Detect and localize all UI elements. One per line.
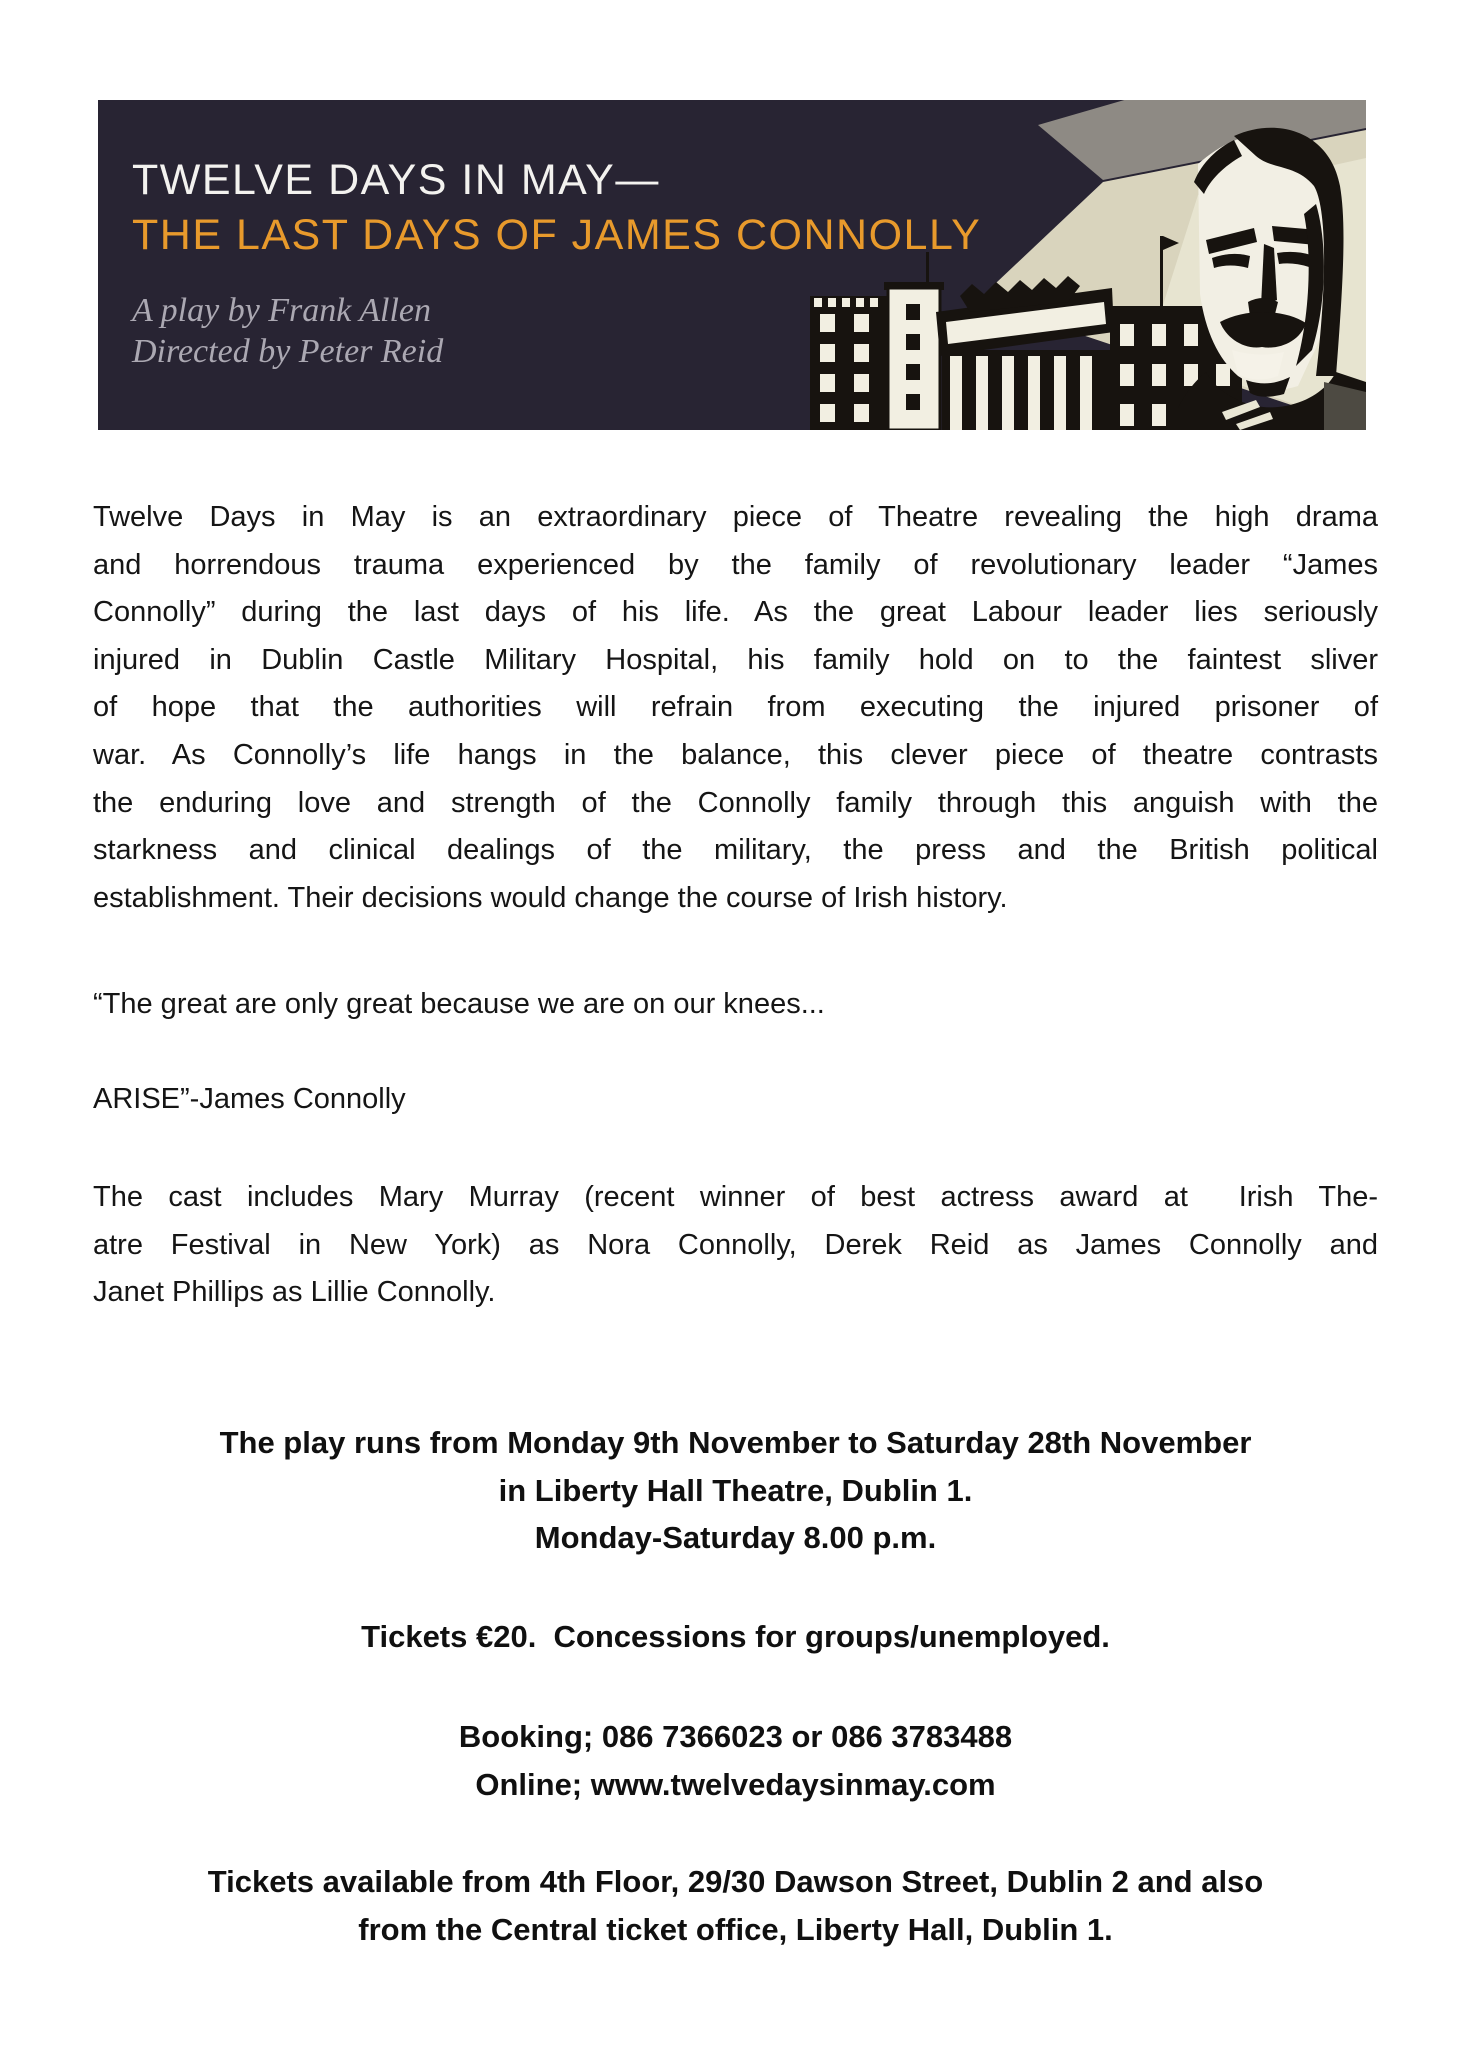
banner-title: TWELVE DAYS IN MAY— [132,156,660,204]
schedule-venue: in Liberty Hall Theatre, Dublin 1. [498,1472,973,1508]
booking-block [93,1713,1378,1808]
banner-credit-author: A play by Frank Allen [132,292,432,329]
intro-line: of hope that the authorities will refrain from executing the injured prisoner of [93,691,1378,724]
intro-line: starkness and clinical dealings of the military, the press and the British political [93,834,1378,867]
banner-credits [132,290,443,372]
banner [98,100,1366,430]
banner-credit-director: Directed by Peter Reid [132,333,444,370]
cast-line: The cast includes Mary Murray (recent winner of best actress award at Irish The- [93,1181,1378,1213]
intro-line: establishment. Their decisions would change the course of Irish history. [93,881,1008,914]
availability-line: from the Central ticket office, Liberty Hall, Dublin 1. [358,1911,1113,1947]
cast-line: atre Festival in New York) as Nora Connolly, Derek Reid as James Connolly and [93,1228,1378,1261]
connolly-quote-attribution: ARISE”-James Connolly [93,1083,406,1115]
intro-line: the enduring love and strength of the Connolly family through this anguish with the [93,786,1378,819]
cast-line: Janet Phillips as Lillie Connolly. [93,1276,496,1309]
cast-paragraph [93,1174,1378,1317]
intro-line: Connolly” during the last days of his life. As the great Labour leader lies seriously [93,596,1378,629]
availability-line: Tickets available from 4th Floor, 29/30 Dawson Street, Dublin 2 and also [207,1864,1264,1899]
intro-line: and horrendous trauma experienced by the family of revolutionary leader “James [93,548,1378,581]
ticket-availability-block [93,1858,1378,1953]
banner-subtitle: THE LAST DAYS OF JAMES CONNOLLY [132,211,982,259]
ticket-price-line: Tickets €20. Concessions for groups/unemployed. [361,1619,1110,1654]
intro-line: war. As Connolly’s life hangs in the balance, this clever piece of theatre contrasts [93,738,1378,771]
intro-line: Twelve Days in May is an extraordinary piece of Theatre revealing the high drama [93,501,1378,533]
booking-phone-line: Booking; 086 7366023 or 086 3783488 [458,1719,1013,1754]
connolly-quote: “The great are only great because we are on our knees... [93,988,825,1020]
james-connolly-portrait-illustration [1178,124,1366,430]
intro-line: injured in Dublin Castle Military Hospital, his family hold on to the faintest sliver [93,643,1378,676]
booking-online-line: Online; www.twelvedaysinmay.com [475,1766,996,1802]
schedule-dates: The play runs from Monday 9th November to Saturday 28th November [219,1425,1252,1460]
schedule-block [93,1419,1378,1562]
schedule-times: Monday-Saturday 8.00 p.m. [534,1520,937,1555]
intro-paragraph [93,494,1378,922]
